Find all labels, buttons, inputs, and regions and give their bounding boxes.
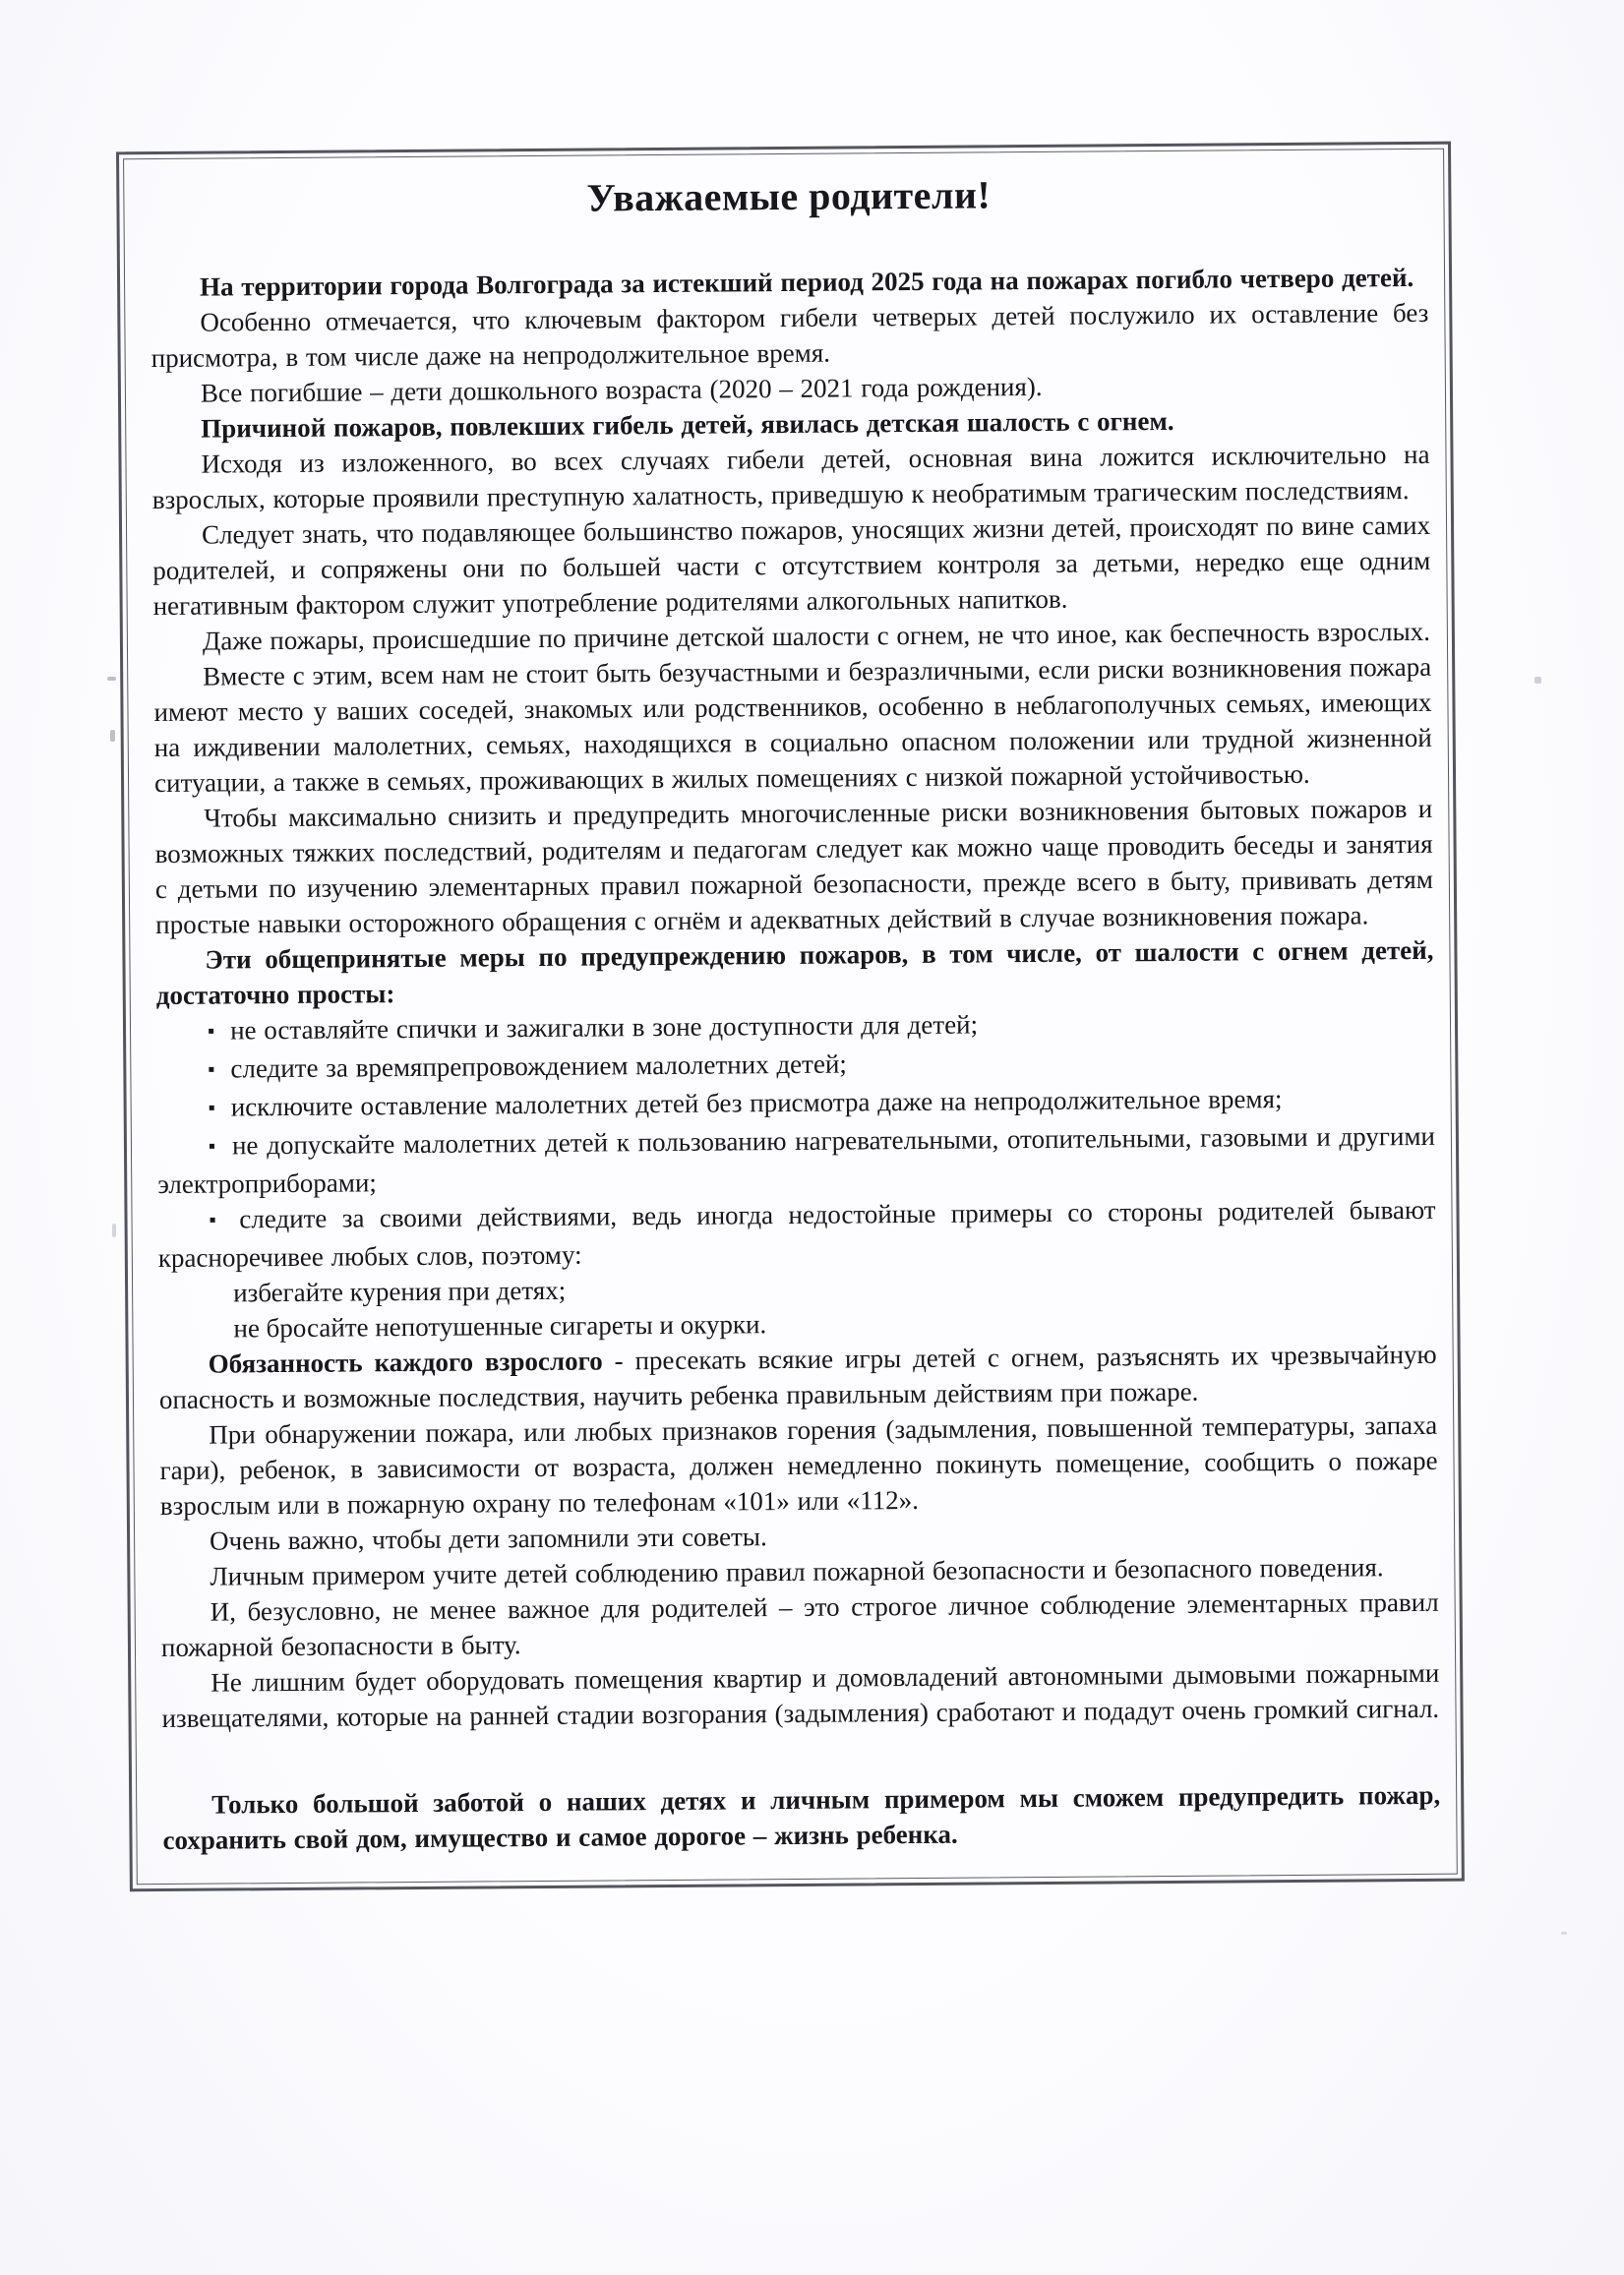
square-bullet-icon: ▪ [207, 1020, 215, 1043]
paragraph-duty [159, 1337, 1438, 1417]
paragraph-smoke-detectors: Не лишним будет оборудовать помещения квартир и домовладений автономными дымовыми пожарными извещателями, которые на ранней стадии возгорания (задымления) сработают и подадут очень громкий сигнал. [161, 1657, 1440, 1734]
list-item [157, 1118, 1436, 1202]
paragraph-remember: Очень важно, чтобы дети запомнили эти советы. [209, 1522, 767, 1556]
paragraph-detection: При обнаружении пожара, или любых признаков горения (задымления, повышенной температуры, запаха гари), ребенок, в зависимости от возраста, должен немедленно покинуть помещение, сообщить о пожаре взрослым или в пожарную охрану по телефонам «101» или «112». [159, 1409, 1438, 1522]
scan-speck [1534, 677, 1541, 684]
square-bullet-icon: ▪ [208, 1097, 215, 1119]
paragraph-cause: Причиной пожаров, повлекших гибель детей, явилась детская шалость с огнем. [201, 405, 1174, 444]
paragraph-prevention: Чтобы максимально снизить и предупредить многочисленные риски возникновения бытовых пожаров и возможных тяжких последствий, родителям и педагогам следует как можно чаще проводить беседы и занятия с детьми по изучению элементарных правил пожарной безопасности, прежде всего в быту, прививать детям простые навыки осторожного обращения с огнём и адекватных действий в случае возникновения пожара. [154, 793, 1433, 940]
paragraph-neighbors-risk: Вместе с этим, всем нам не стоит быть безучастными и безразличными, если риски возникновения пожара имеют место у ваших соседей, знакомых или родственников, особенно в неблагополучных семьях, имеющих на иждивении малолетних, семьях, находящихся в социально опасном положении или трудной жизненной ситуации, а также в семьях, проживающих в жилых помещениях с низкой пожарной устойчивостью. [153, 651, 1432, 799]
paragraph-key-factor: Особенно отмечается, что ключевым фактором гибели четверых детей послужило их оставление без присмотра, в том числе даже на непродолжительное время. [150, 297, 1429, 374]
list-item [157, 1192, 1436, 1276]
sub-rule: избегайте курения при детях; [233, 1275, 567, 1308]
scan-speck [107, 677, 116, 681]
paragraph-blame: Исходя из изложенного, во всех случаях гибели детей, основная вина ложится исключительно на взрослых, которые проявили преступную халатность, приведшую к необратимым трагическим последствиям. [151, 439, 1430, 515]
paragraph-closing: Только большой заботой о наших детях и личным примером мы сможем предупредить пожар, сохранить свой дом, имущество и самое дорогое – жизнь ребенка. [162, 1779, 1441, 1856]
list-item-text: исключите оставление малолетних детей без присмотра даже на непродолжительное время; [230, 1084, 1283, 1122]
paragraph-intro: На территории города Волгограда за истекший период 2025 года на пожарах погибло четверо детей. [199, 262, 1414, 302]
paragraph-parents-fault: Следует знать, что подавляющее большинство пожаров, уносящих жизни детей, происходят по вине самих родителей, и сопряжены они по большей части с отсутствием контроля за детьми, нередко еще одним негативным фактором служит употребление родителями алкогольных напитков. [152, 509, 1431, 622]
document-border-frame [116, 142, 1465, 1892]
duty-lead-text: Обязанность каждого взрослого [208, 1346, 603, 1379]
list-item-text: не допускайте малолетних детей к пользованию нагревательными, отопительными, газовыми и другими электроприборами; [157, 1120, 1436, 1200]
paragraph-personal-example: Личным примером учите детей соблюдению правил пожарной безопасности и безопасного поведения. [210, 1552, 1384, 1591]
square-bullet-icon: ▪ [208, 1058, 215, 1081]
duty-rest-text: - пресекать всякие игры детей с огнем, разъяснять их чрезвычайную опасность и возможные последствия, научить ребенка правильным действиям при пожаре. [158, 1339, 1437, 1415]
sub-rule: не бросайте непотушенные сигареты и окурки. [233, 1309, 767, 1344]
list-item-text: не оставляйте спички и зажигалки в зоне доступности для детей; [230, 1009, 979, 1046]
paragraph-carelessness: Даже пожары, происшедшие по причине детской шалости с огнем, не что иное, как беспечность взрослых. [202, 616, 1431, 656]
scan-speck [1561, 1932, 1567, 1935]
square-bullet-icon: ▪ [208, 1135, 217, 1158]
list-item-text: следите за своими действиями, ведь иногда недостойные примеры со стороны родителей бывают красноречивее любых слов, поэтому: [157, 1194, 1436, 1274]
scan-speck [112, 1224, 116, 1237]
paragraph-measures-heading: Эти общепринятые меры по предупреждению пожаров, в том числе, от шалости с огнем детей, достаточно просты: [155, 934, 1434, 1011]
document-title: Уважаемые родители! [586, 172, 992, 220]
scan-speck [110, 730, 115, 742]
paragraph-age: Все погибшие – дети дошкольного возраста (2020 – 2021 года рождения). [200, 371, 1043, 408]
list-item-text: следите за времяпрепровождением малолетних детей; [230, 1048, 847, 1084]
square-bullet-icon: ▪ [209, 1209, 224, 1231]
document-content-area [123, 149, 1458, 1885]
paragraph-personal-compliance: И, безусловно, не менее важное для родителей – это строгое личное соблюдение элементарных правил пожарной безопасности в быту. [160, 1587, 1439, 1663]
